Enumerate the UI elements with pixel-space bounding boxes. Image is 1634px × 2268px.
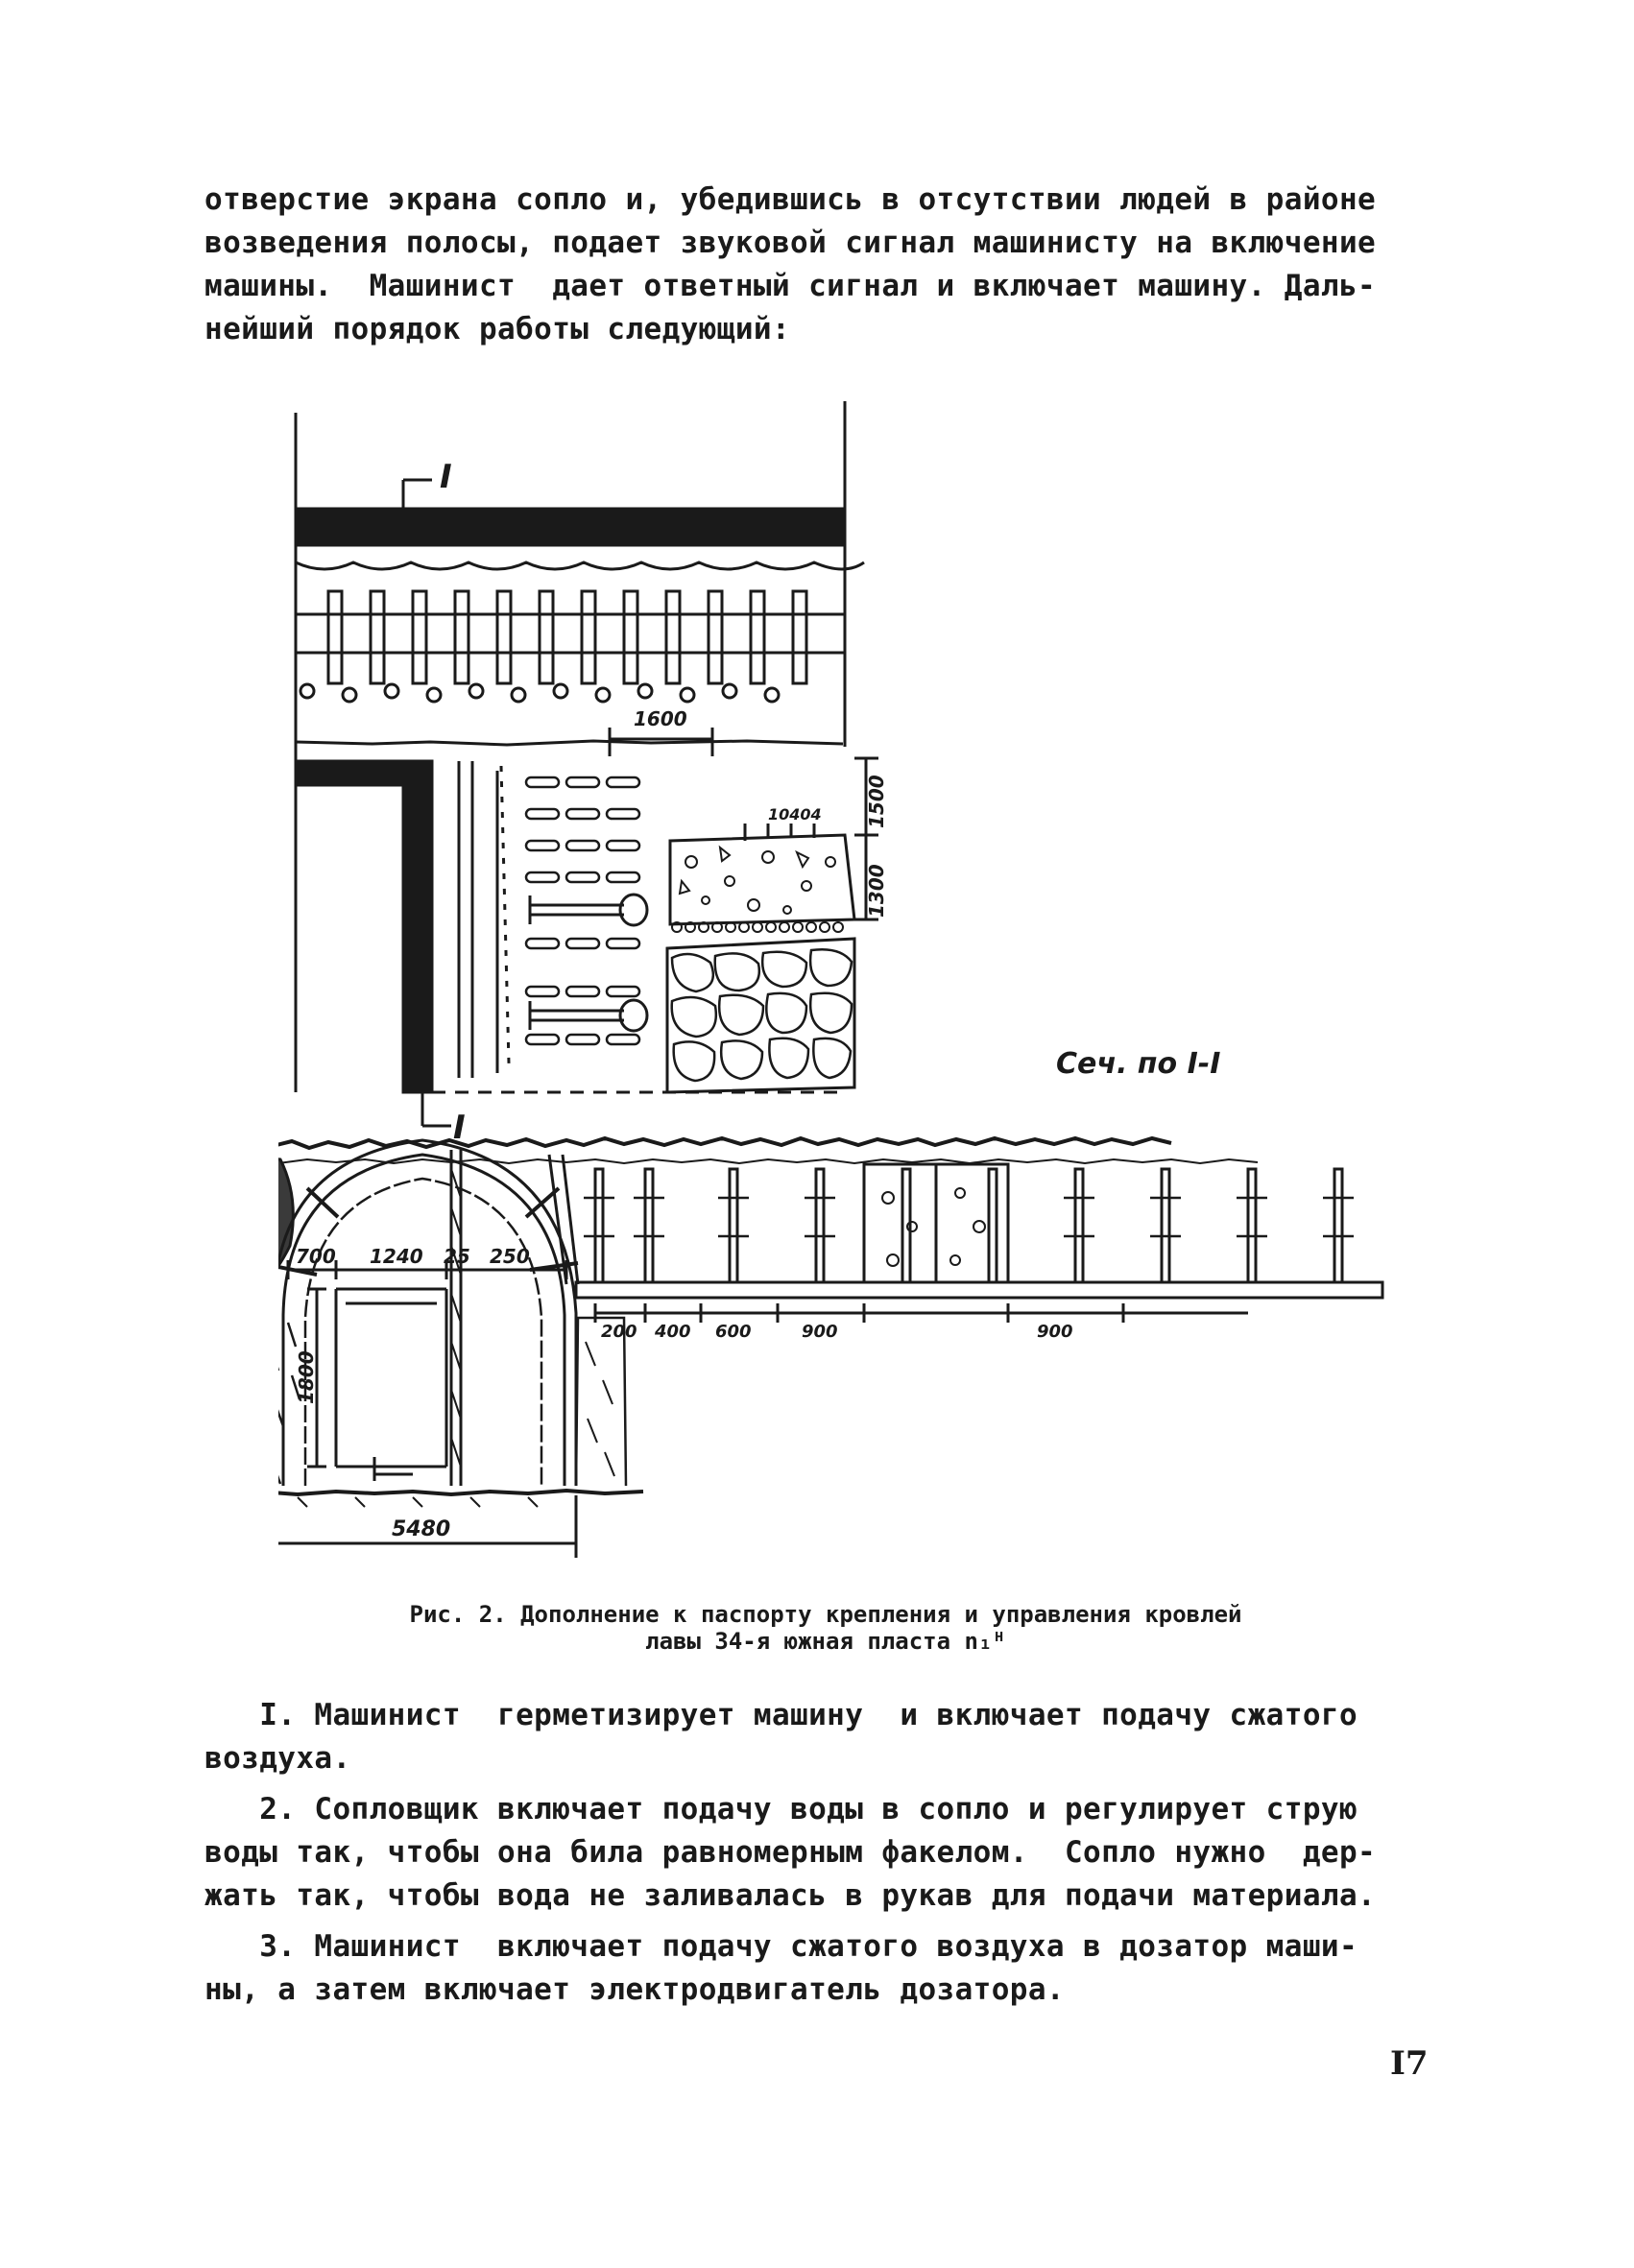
intro-paragraph — [204, 179, 1443, 351]
procedure-list — [204, 1694, 1443, 2012]
section-label: Сеч. по I-I — [1056, 1047, 1221, 1081]
dim-600: 600 — [715, 1322, 752, 1342]
dim-5480: 5480 — [392, 1517, 451, 1541]
dim-25: 25 — [444, 1245, 470, 1268]
list-item-line: воздуха. — [204, 1741, 351, 1776]
figure-caption — [317, 1601, 1334, 1655]
section-marker-bottom: I — [453, 1109, 466, 1147]
list-item-line: 3. Машинист включает подачу сжатого воздуха в дозатор маши- — [204, 1929, 1358, 1964]
dim-1800: 1800 — [295, 1350, 318, 1404]
intro-line: отверстие экрана сопло и, убедившись в отсутствии людей в районе — [204, 182, 1377, 217]
list-item — [204, 1788, 1443, 1918]
caption-line-2: лавы 34-я южная пласта n₁ᴴ — [645, 1628, 1006, 1655]
list-item-line: жать так, чтобы вода не заливалась в рукав для подачи материала. — [204, 1878, 1377, 1913]
page-number: I7 — [1390, 2044, 1429, 2083]
dim-200: 200 — [601, 1322, 637, 1342]
list-item-line: 2. Сопловщик включает подачу воды в сопло и регулирует струю — [204, 1792, 1358, 1826]
caption-line-1: Рис. 2. Дополнение к паспорту крепления и управления кровлей — [409, 1601, 1242, 1628]
dim-250: 250 — [490, 1245, 530, 1268]
intro-line: возведения полосы, подает звуковой сигнал машинисту на включение — [204, 226, 1377, 260]
dim-700: 700 — [296, 1245, 336, 1268]
intro-line: нейший порядок работы следующий: — [204, 312, 791, 346]
list-item — [204, 1925, 1443, 2012]
section-marker-top: I — [440, 458, 452, 496]
dim-1500: 1500 — [865, 775, 888, 828]
dim-900-a: 900 — [802, 1322, 838, 1342]
mine-support-drawing — [278, 401, 1392, 1596]
dim-1240: 1240 — [370, 1245, 423, 1268]
list-item — [204, 1694, 1443, 1780]
dim-900-b: 900 — [1037, 1322, 1073, 1342]
dim-1600: 1600 — [634, 707, 687, 730]
intro-line: машины. Машинист дает ответный сигнал и включает машину. Даль- — [204, 269, 1377, 303]
dim-10404: 10404 — [768, 805, 822, 824]
dim-400: 400 — [655, 1322, 691, 1342]
list-item-line: ны, а затем включает электродвигатель дозатора. — [204, 1972, 1065, 2007]
dim-1300: 1300 — [865, 864, 888, 918]
list-item-line: воды так, чтобы она била равномерным факелом. Сопло нужно дер- — [204, 1835, 1377, 1870]
list-item-line: I. Машинист герметизирует машину и включает подачу сжатого — [204, 1698, 1358, 1732]
